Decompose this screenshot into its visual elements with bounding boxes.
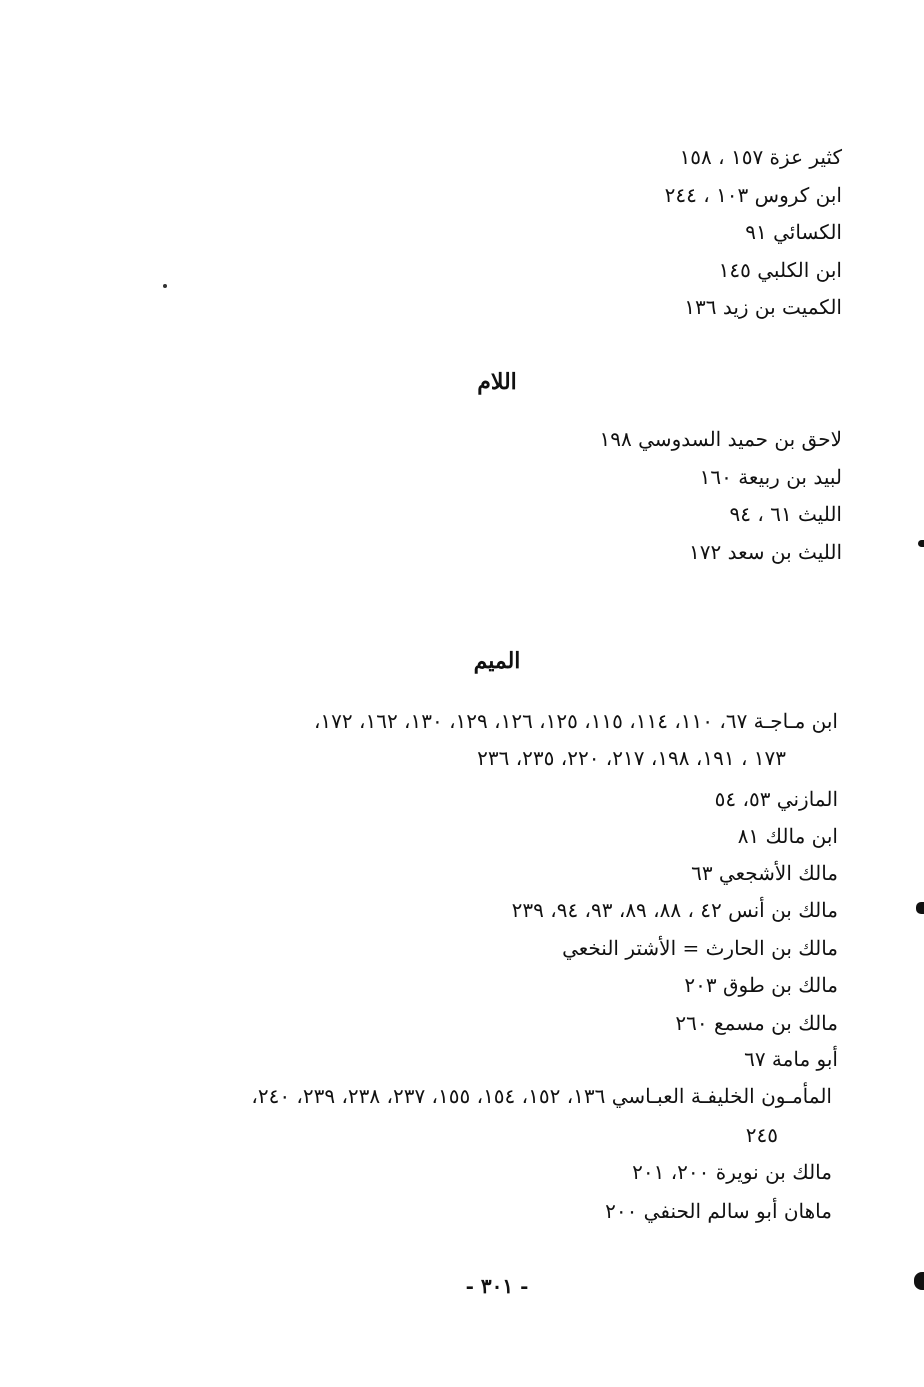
index-entry: ماهان أبو سالم الحنفي ٢٠٠ xyxy=(605,1199,832,1223)
index-entry: ابن مـاجـة ٦٧، ١١٠، ١١٤، ١١٥، ١٢٥، ١٢٦، ١٢٩، ١٣٠، ١٦٢، ١٧٢، xyxy=(313,709,838,733)
index-entry: ابن كروس ١٠٣ ، ٢٤٤ xyxy=(664,183,842,207)
index-entry: الكسائي ٩١ xyxy=(745,220,842,244)
page-number: - ٣٠١ - xyxy=(465,1274,529,1298)
index-entry: ابن الكلبي ١٤٥ xyxy=(718,258,842,282)
index-entry: مالك الأشجعي ٦٣ xyxy=(691,861,838,885)
index-entry: أبو مامة ٦٧ xyxy=(744,1047,838,1071)
index-entry: المأمـون الخليفـة العبـاسي ١٣٦، ١٥٢، ١٥٤، ١٥٥، ٢٣٧، ٢٣٨، ٢٣٩، ٢٤٠، xyxy=(251,1084,832,1108)
index-entry: مالك بن مسمع ٢٦٠ xyxy=(675,1011,838,1035)
index-entry: مالك بن أنس ٤٢ ، ٨٨، ٨٩، ٩٣، ٩٤، ٢٣٩ xyxy=(511,898,838,922)
index-entry: مالك بن نويرة ٢٠٠، ٢٠١ xyxy=(632,1160,832,1184)
index-entry: لاحق بن حميد السدوسي ١٩٨ xyxy=(599,427,842,451)
index-entry-continuation: ١٧٣ ، ١٩١، ١٩٨، ٢١٧، ٢٢٠، ٢٣٥، ٢٣٦ xyxy=(477,746,786,770)
index-entry: المازني ٥٣، ٥٤ xyxy=(714,787,838,811)
section-heading-lam: اللام xyxy=(477,369,517,395)
index-entry: كثير عزة ١٥٧ ، ١٥٨ xyxy=(679,145,842,169)
index-entry: لبيد بن ربيعة ١٦٠ xyxy=(699,465,842,489)
index-entry: ابن مالك ٨١ xyxy=(737,824,838,848)
scan-edge-mark xyxy=(914,1272,924,1290)
section-heading-mim: الميم xyxy=(473,648,521,674)
index-entry: مالك بن طوق ٢٠٣ xyxy=(684,973,838,997)
index-entry-continuation: ٢٤٥ xyxy=(745,1123,778,1147)
scan-speck xyxy=(163,284,167,288)
scan-edge-mark xyxy=(916,902,924,914)
scan-edge-mark xyxy=(918,540,924,547)
index-entry: الليث ٦١ ، ٩٤ xyxy=(729,502,842,526)
index-entry: الكميت بن زيد ١٣٦ xyxy=(684,295,842,319)
index-entry: مالك بن الحارث = الأشتر النخعي xyxy=(562,936,838,960)
index-entry: الليث بن سعد ١٧٢ xyxy=(689,540,842,564)
